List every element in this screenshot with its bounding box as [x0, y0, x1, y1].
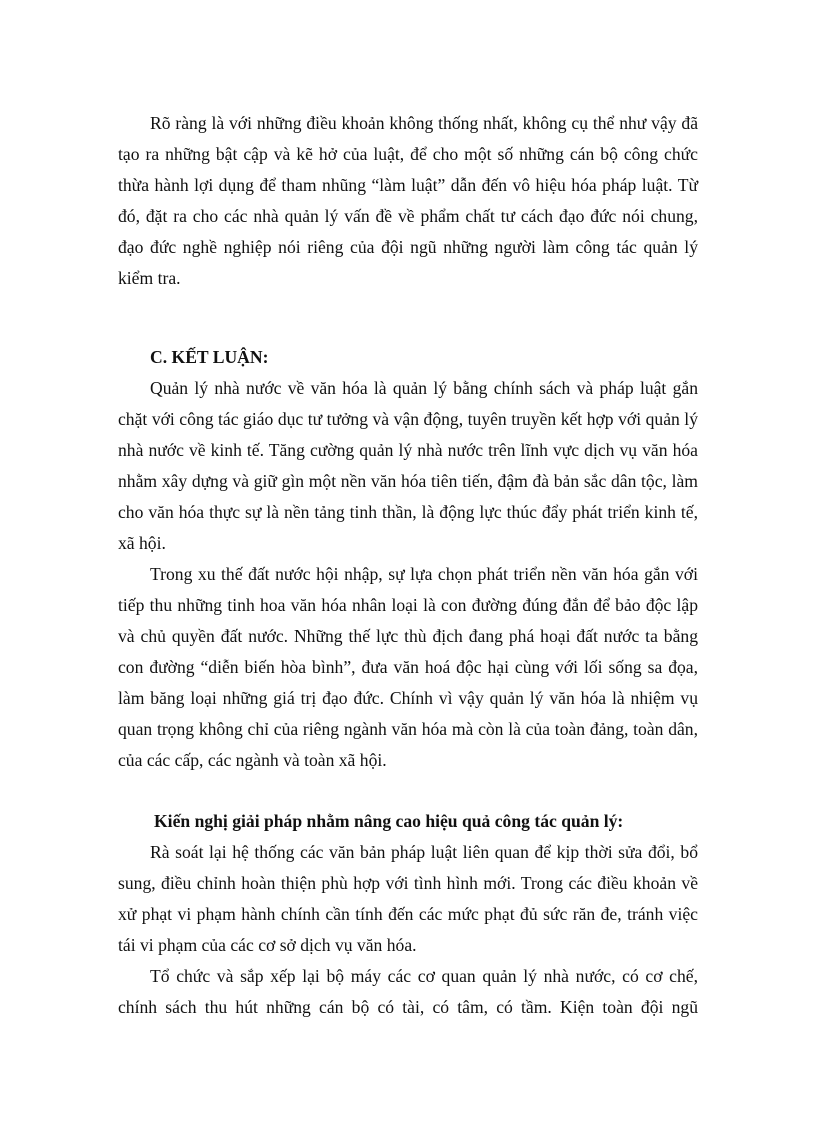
- conclusion-paragraph-2: Trong xu thế đất nước hội nhập, sự lựa chọn phát triển nền văn hóa gắn với tiếp thu những tinh hoa văn hóa nhân loại là con đường đúng đắn để bảo độc lập và chủ quyền đất nước. Những thế lực thù địch đang phá hoại đất nước ta bằng con đường “diễn biến hòa bình”, đưa văn hoá độc hại cùng với lối sống sa đọa, làm băng loại những giá trị đạo đức. Chính vì vậy quản lý văn hóa là nhiệm vụ quan trọng không chỉ của riêng ngành văn hóa mà còn là của toàn đảng, toàn dân, của các cấp, các ngành và toàn xã hội.: [118, 564, 698, 770]
- conclusion-paragraph-1: Quản lý nhà nước về văn hóa là quản lý bằng chính sách và pháp luật gắn chặt với công tác giáo dục tư tưởng và vận động, tuyên truyền kết hợp với quản lý nhà nước về kinh tế. Tăng cường quản lý nhà nước trên lĩnh vực dịch vụ văn hóa nhằm xây dựng và giữ gìn một nền văn hóa tiên tiến, đậm đà bản sắc dân tộc, làm cho văn hóa thực sự là nền tảng tinh thần, là động lực thúc đẩy phát triển kinh tế, xã hội.: [118, 378, 698, 553]
- recommendation-paragraph-1: Rà soát lại hệ thống các văn bản pháp luật liên quan để kịp thời sửa đổi, bổ sung, điều chỉnh hoàn thiện phù hợp với tình hình mới. Trong các điều khoản về xử phạt vi phạm hành chính cần tính đến các mức phạt đủ sức răn đe, tránh việc tái vi phạm của các cơ sở dịch vụ văn hóa.: [118, 842, 698, 955]
- section-spacer: [118, 776, 698, 806]
- intro-paragraph: Rõ ràng là với những điều khoản không thống nhất, không cụ thể như vậy đã tạo ra những bật cập và kẽ hở của luật, để cho một số những cán bộ công chức thừa hành lợi dụng để tham nhũng “làm luật” dẫn đến vô hiệu hóa pháp luật. Từ đó, đặt ra cho các nhà quản lý vấn đề về phẩm chất tư cách đạo đức nói chung, đạo đức nghề nghiệp nói riêng của đội ngũ những người làm công tác quản lý kiểm tra.: [118, 113, 698, 288]
- recommendation-paragraph-2: Tổ chức và sắp xếp lại bộ máy các cơ quan quản lý nhà nước, có cơ chế, chính sách thu hút những cán bộ có tài, có tâm, có tầm. Kiện toàn đội ngũ: [118, 966, 698, 1017]
- document-body: [118, 108, 698, 1023]
- section-spacer: [118, 294, 698, 342]
- conclusion-heading: C. KẾT LUẬN:: [150, 347, 269, 367]
- recommendations-heading: Kiến nghị giải pháp nhằm nâng cao hiệu quả công tác quản lý:: [154, 811, 624, 831]
